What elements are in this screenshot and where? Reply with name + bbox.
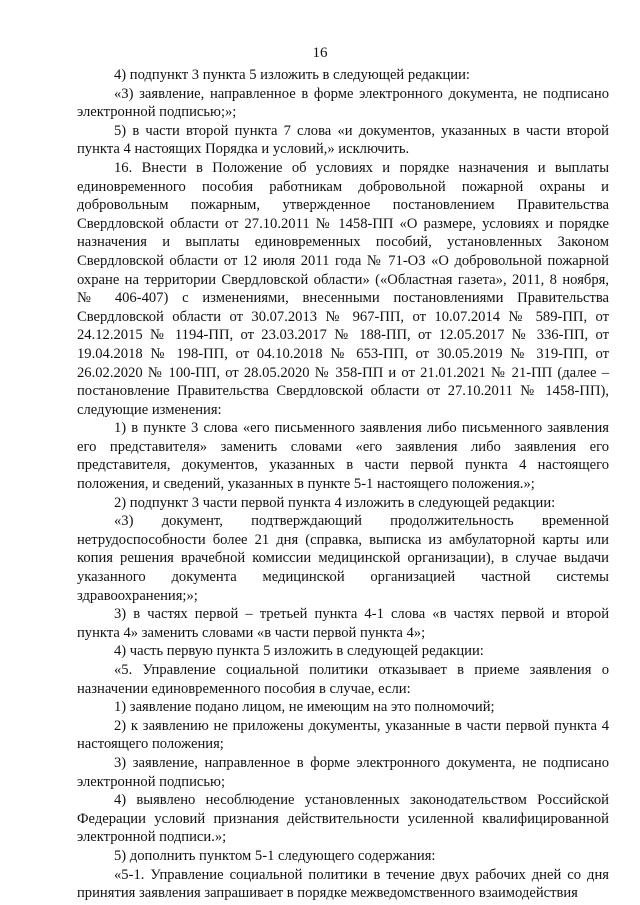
paragraph-16-3: 3) в частях первой – третьей пункта 4-1 слова «в частях первой и второй пункта 4» заменить словами «в части первой пункта 4»; [77, 606, 609, 641]
paragraph-16-5: 5) дополнить пунктом 5-1 следующего содержания: [114, 847, 436, 864]
list-item-2: 2) к заявлению не приложены документы, указанные в части первой пункта 4 настоящего положения; [77, 717, 609, 753]
paragraph-16-4: 4) часть первую пункта 5 изложить в следующей редакции: [114, 643, 484, 660]
list-item-4: 4) выявлено несоблюдение установленных законодательством Российской Федерации условий признания действительности усиленной квалифицированной электронной подписи.»; [77, 792, 609, 846]
list-item-1: 1) заявление подано лицом, не имеющим на это полномочий; [114, 699, 495, 716]
paragraph-5: 5) в части второй пункта 7 слова «и документов, указанных в части второй пункта 4 настоящих Порядка и условий,» исключить. [77, 122, 609, 158]
paragraph-16-4-text: «5. Управление социальной политики отказывает в приеме заявления о назначении единовременного пособия в случае, если: [77, 662, 609, 697]
list-item-3: 3) заявление, направленное в форме электронного документа, не подписано электронной подписью; [77, 754, 609, 790]
paragraph-4: 4) подпункт 3 пункта 5 изложить в следующей редакции: [114, 67, 470, 83]
paragraph-4-text: «3) заявление, направленное в форме электронного документа, не подписано электронной подписью;»; [77, 85, 609, 121]
page-number: 16 [312, 45, 328, 61]
paragraph-16-5-text: «5-1. Управление социальной политики в течение двух рабочих дней со дня принятия заявления запрашивает в порядке межведомственного взаимодействия [77, 866, 609, 902]
document-body [77, 66, 609, 903]
paragraph-16-2: 2) подпункт 3 части первой пункта 4 изложить в следующей редакции: [114, 494, 556, 511]
paragraph-16-2-text: «3) документ, подтверждающий продолжительность временной нетрудоспособности более 21 дня (справка, выписка из амбулаторной карты или копия решения врачебной комиссии медицинской организации), в случае выдачи указанного документа медицинской организацией частной системы здравоохранения;»; [77, 513, 609, 604]
paragraph-16-1: 1) в пункте 3 слова «его письменного заявления либо письменного заявления его представителя» заменить словами «его заявления либо заявления его представителя, документов, указанных в части первой пункта 4 настоящего положения, и сведений, указанных в пункте 5-1 настоящего положения.»; [77, 420, 609, 493]
paragraph-16: 16. Внести в Положение об условиях и порядке назначения и выплаты единовременного пособия работникам добровольной пожарной охраны и добровольным пожарным, утвержденное постановлением Правительства Свердловской области от 27.10.2011 № 1458-ПП «О размере, условиях и порядке назначения и выплаты единовременных пособий, установленных Законом Свердловской области от 12 июля 2011 года № 71-ОЗ «О добровольной пожарной охране на территории Свердловской области» («Областная газета», 2011, 8 ноября, № 406-407) с изменениями, внесенными постановлениями Правительства Свердловской области от 30.07.2013 № 967-ПП, от 10.07.2014 № 589-ПП, от 24.12.2015 № 1194-ПП, от 23.03.2017 № 188-ПП, от 12.05.2017 № 336-ПП, от 19.04.2018 № 198-ПП, от 04.10.2018 № 653-ПП, от 30.05.2019 № 319-ПП, от 26.02.2020 № 100-ПП, от 28.05.2020 № 358-ПП и от 21.01.2021 № 21-ПП (далее – постановление Правительства Свердловской области от 27.10.2011 № 1458-ПП), следующие изменения: [77, 159, 609, 418]
